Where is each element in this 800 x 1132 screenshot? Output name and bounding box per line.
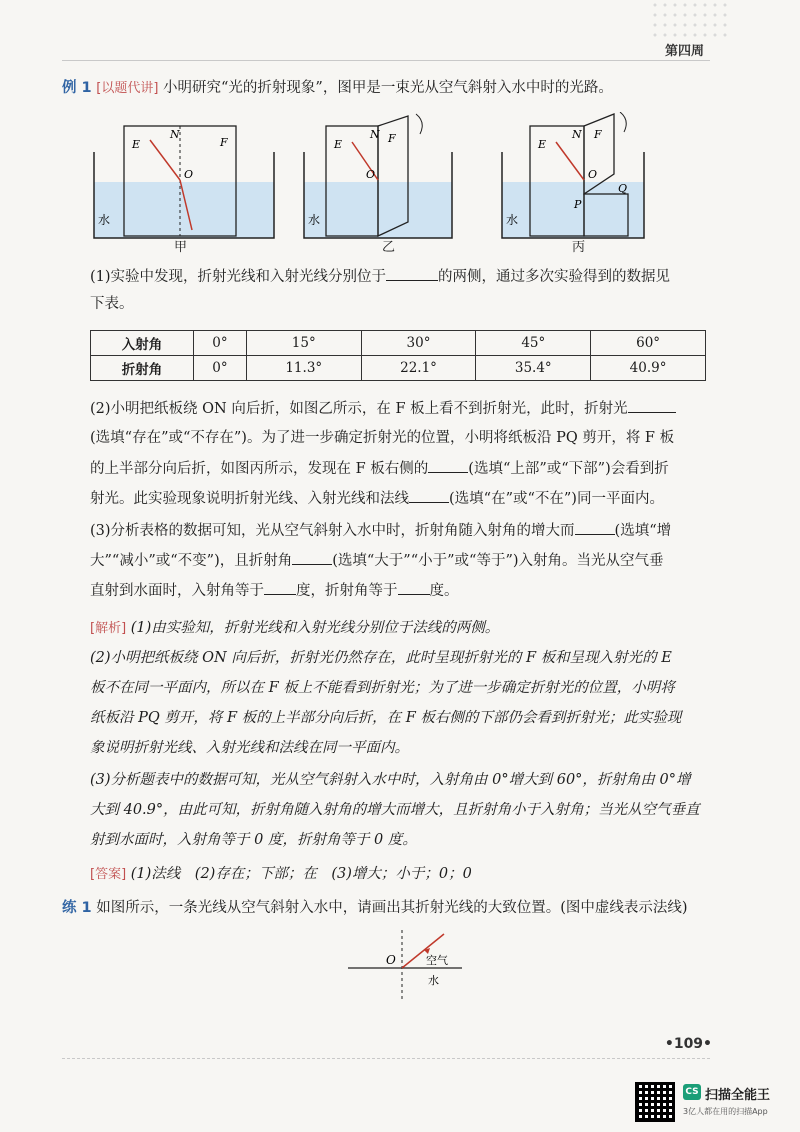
- example-tag: [以题代讲]: [96, 81, 159, 96]
- incident-ray: [150, 140, 180, 180]
- q3-text-b2: (选填“大于”“小于”或“等于”)入射角。当光从空气垂: [332, 553, 664, 569]
- label-o: O: [366, 168, 376, 181]
- page-number: •109•: [664, 1036, 712, 1052]
- label-f: F: [388, 132, 396, 145]
- example-1-heading: [62, 78, 710, 99]
- q2-text-d2: (选填“在”或“不在”)同一平面内。: [449, 491, 664, 507]
- table-cell: 45°: [476, 331, 591, 356]
- q3-blank-2[interactable]: [292, 550, 332, 565]
- answer-text: (1)法线 (2)存在；下部；在 (3)增大；小于；0；0: [130, 866, 472, 882]
- q2-blank-3[interactable]: [409, 488, 449, 503]
- table-row: [91, 331, 706, 356]
- q3-text-c3: 度。: [429, 583, 459, 599]
- label-o: O: [588, 168, 598, 181]
- label-q: Q: [618, 182, 628, 195]
- label-air: 空气: [426, 954, 448, 967]
- angle-data-table: [90, 330, 706, 381]
- fold-arrow: [416, 114, 422, 134]
- q2-line-1: [90, 398, 710, 419]
- answer-tag: [答案]: [90, 867, 127, 882]
- practice-label: 练 1: [62, 900, 92, 916]
- week-tag: 第四周: [664, 44, 704, 59]
- scanner-watermark: [635, 1082, 791, 1122]
- analysis-p2b: 板不在同一平面内，所以在 F 板上不能看到折射光；为了进一步确定折射光的位置，小明将: [90, 680, 675, 696]
- fold-arrow: [620, 112, 626, 132]
- label-p: P: [574, 198, 582, 211]
- practice-1-heading: [62, 898, 710, 918]
- caption-bing: 丙: [572, 240, 586, 255]
- table-head-incidence: 入射角: [91, 331, 194, 356]
- q3-blank-1[interactable]: [575, 520, 615, 535]
- label-o: O: [386, 953, 396, 967]
- q2-blank-2[interactable]: [428, 458, 468, 473]
- incident-ray: [556, 142, 584, 180]
- table-cell: 22.1°: [361, 356, 476, 381]
- label-o: O: [184, 168, 194, 181]
- q1-line-1: [90, 266, 710, 287]
- q2-line-4: [90, 488, 710, 509]
- q3-text-a2: (选填“增: [614, 523, 672, 539]
- q1-line-2: 下表。: [90, 296, 134, 312]
- label-n: N: [572, 128, 582, 141]
- answer-line: [90, 864, 710, 885]
- q3-text-b1: 大”“减小”或“不变”)，且折射角: [90, 553, 293, 569]
- q3-text-c2: 度，折射角等于: [296, 583, 398, 599]
- q3-text-c1: 直射到水面时，入射角等于: [90, 583, 264, 599]
- q2-line-2: (选填“存在”或“不存在”)。为了进一步确定折射光的位置，小明将纸板沿 PQ 剪开，将 F 板: [90, 430, 675, 446]
- label-water: 水: [428, 974, 439, 987]
- q2-text-d1: 射光。此实验现象说明折射光线、入射光线和法线: [90, 491, 409, 507]
- decorative-dot-grid: [650, 0, 730, 40]
- q3-line-3: [90, 580, 710, 601]
- q3-blank-4[interactable]: [398, 580, 430, 595]
- analysis-p2d: 象说明折射光线、入射光线和法线在同一平面内。: [90, 740, 409, 756]
- q2-text-a: (2)小明把纸板绕 ON 向后折，如图乙所示，在 F 板上看不到折射光，此时，折射光: [90, 401, 628, 417]
- q3-text-a1: (3)分析表格的数据可知，光从空气斜射入水中时，折射角随入射角的增大而: [90, 523, 575, 539]
- analysis-p3b: 大到 40.9°，由此可知，折射角随入射角的增大而增大，且折射角小于入射角；当光从空气垂直: [90, 802, 700, 818]
- label-e: E: [538, 138, 547, 151]
- table-cell: 60°: [591, 331, 706, 356]
- example-intro: 小明研究“光的折射现象”，图甲是一束光从空气斜射入水中时的光路。: [163, 80, 613, 96]
- q1-text-a: (1)实验中发现，折射光线和入射光线分别位于: [90, 269, 387, 285]
- label-f: F: [220, 136, 228, 149]
- cs-logo-icon: CS: [683, 1084, 701, 1100]
- label-n: N: [370, 128, 380, 141]
- figure-bing: [502, 112, 644, 238]
- header-divider: [62, 60, 710, 61]
- analysis-p3c: 射到水面时，入射角等于 0 度，折射角等于 0 度。: [90, 832, 417, 848]
- practice-text: 如图所示，一条光线从空气斜射入水中，请画出其折射光线的大致位置。(图中虚线表示法线): [96, 900, 688, 916]
- q2-text-c2: (选填“上部”或“下部”)会看到折: [468, 461, 669, 477]
- water-label: 水: [506, 213, 519, 227]
- label-n: N: [170, 128, 180, 141]
- q2-blank-1[interactable]: [628, 398, 676, 413]
- water-label: 水: [308, 213, 321, 227]
- analysis-p2a: (2)小明把纸板绕 ON 向后折，折射光仍然存在，此时呈现折射光的 F 板和呈现入射光的 E: [90, 650, 672, 666]
- q3-line-1: [90, 520, 710, 541]
- q2-line-3: [90, 458, 710, 479]
- table-cell: 30°: [361, 331, 476, 356]
- analysis-p2c: 纸板沿 PQ 剪开，将 F 板的上半部分向后折，在 F 板右侧的下部仍会看到折射光；此实验现: [90, 710, 682, 726]
- table-cell: 35.4°: [476, 356, 591, 381]
- q1-text-b: 的两侧，通过多次实验得到的数据见: [438, 269, 671, 285]
- table-cell: 11.3°: [246, 356, 361, 381]
- table-cell: 0°: [194, 331, 247, 356]
- practice-figure: [340, 924, 470, 1004]
- label-f: F: [594, 128, 602, 141]
- scanner-app-name: 扫描全能王: [705, 1088, 771, 1103]
- q1-blank[interactable]: [386, 266, 438, 281]
- analysis-line-1: [90, 618, 710, 639]
- table-cell: 40.9°: [591, 356, 706, 381]
- analysis-p3a: (3)分析题表中的数据可知，光从空气斜射入水中时，入射角由 0°增大到 60°，折射角由 0°增: [90, 772, 691, 788]
- experiment-figures: [90, 112, 650, 252]
- water-region: [94, 182, 274, 238]
- label-e: E: [334, 138, 343, 151]
- analysis-p1: (1)由实验知，折射光线和入射光线分别位于法线的两侧。: [130, 620, 500, 636]
- table-row: [91, 356, 706, 381]
- qr-code-icon: [635, 1082, 675, 1122]
- water-label: 水: [98, 213, 111, 227]
- table-cell: 0°: [194, 356, 247, 381]
- table-cell: 15°: [246, 331, 361, 356]
- analysis-tag: [解析]: [90, 621, 127, 636]
- q2-text-c1: 的上半部分向后折，如图丙所示，发现在 F 板右侧的: [90, 461, 429, 477]
- figure-jia: [94, 126, 274, 238]
- example-label: 例 1: [62, 80, 92, 96]
- caption-jia: 甲: [174, 240, 188, 255]
- caption-yi: 乙: [382, 240, 396, 255]
- label-e: E: [132, 138, 141, 151]
- q3-line-2: [90, 550, 710, 571]
- footer-divider: [62, 1058, 710, 1059]
- figure-yi: [304, 114, 452, 238]
- q3-blank-3[interactable]: [264, 580, 296, 595]
- scanner-app-tagline: 3亿人都在用的扫描App: [683, 1107, 768, 1116]
- table-head-refraction: 折射角: [91, 356, 194, 381]
